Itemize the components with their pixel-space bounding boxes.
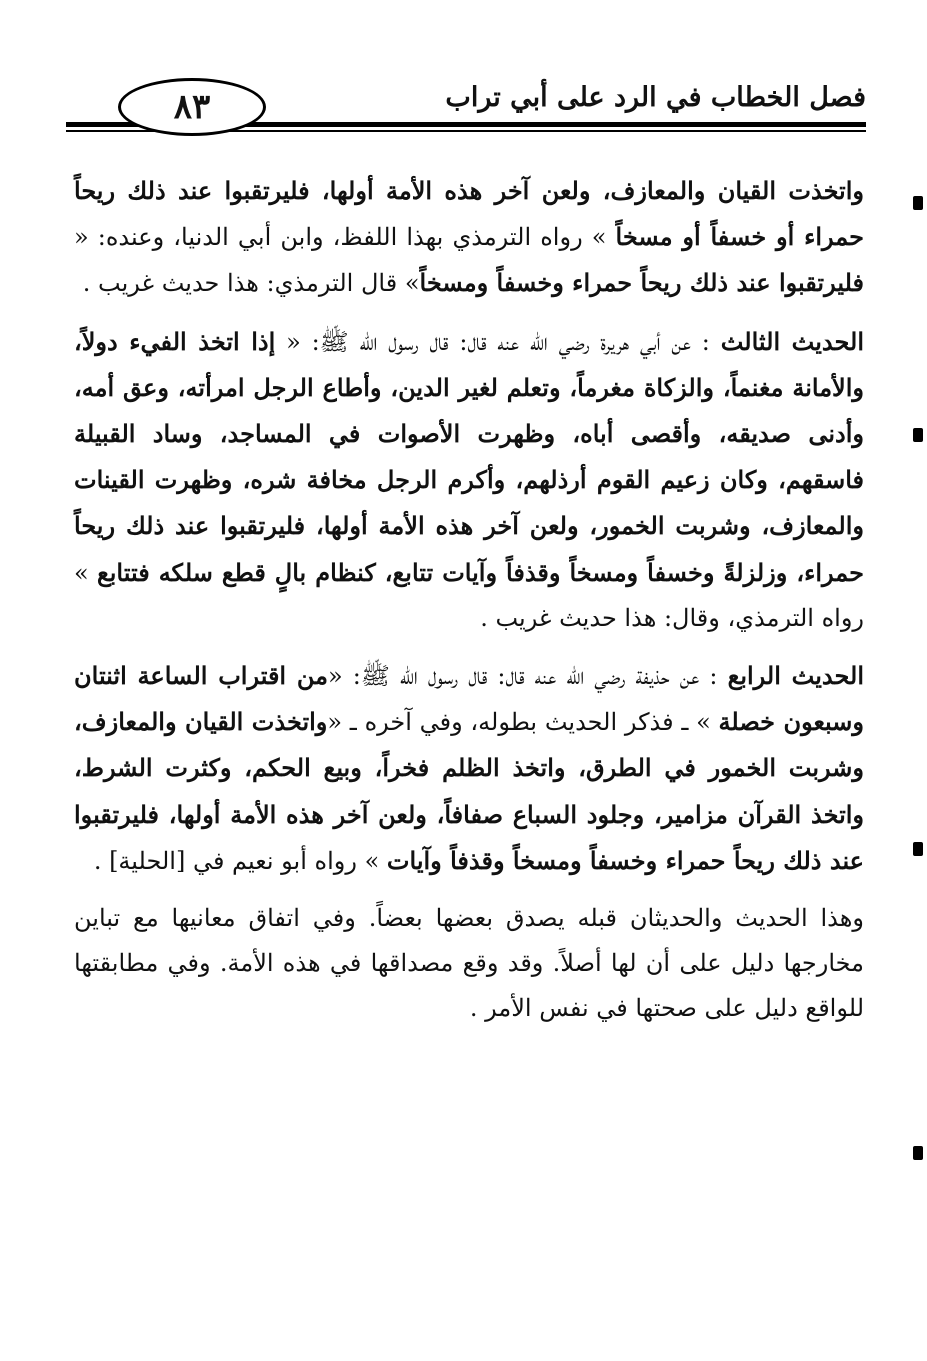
body-text [74, 168, 864, 1044]
paragraph [74, 319, 864, 641]
margin-marker [913, 428, 923, 442]
text-run: » ـ فذكر الحديث بطوله، وفي آخره ـ « [327, 708, 719, 737]
running-header-title: فصل الخطاب في الرد على أبي تراب [445, 82, 866, 113]
page-header [66, 78, 866, 127]
hadith-heading: الحديث الثالث [720, 326, 864, 356]
text-run: » رواه الترمذي، وقال: هذا حديث غريب . [74, 558, 864, 632]
margin-marker [913, 196, 923, 210]
page-number: ٨٣ [118, 78, 266, 136]
paragraph [74, 168, 864, 307]
text-run: من اقتراب الساعة اثنتان وسبعون خصلة [74, 661, 864, 737]
margin-marker [913, 842, 923, 856]
hadith-heading: الحديث الرابع [727, 661, 864, 691]
text-run: وهذا الحديث والحديثان قبله يصدق بعضها بعضاً. وفي اتفاق معانيها مع تباين مخارجها دليل على أن لها أصلاً. وقد وقع مصداقها في هذه الأمة. وفي مطابقتها للواقع دليل على صحتها في نفس الأمر . [74, 904, 864, 1023]
text-run: : عن أبي هريرة رضي الله عنه قال: قال رسول الله ﷺ: « [275, 327, 721, 356]
paragraph [74, 653, 864, 884]
margin-marker [913, 1146, 923, 1160]
text-run: فليرتقبوا عند ذلك ريحاً حمراء وخسفاً ومسخاً [419, 268, 864, 298]
text-run: واتخذت القيان والمعازف، ولعن آخر هذه الأمة أولها، فليرتقبوا عند ذلك ريحاً حمراء أو خسفاً أو مسخاً [74, 176, 864, 252]
paragraph [74, 896, 864, 1032]
text-run: : عن حذيفة رضي الله عنه قال: قال رسول الله ﷺ: « [328, 662, 728, 691]
text-run: » رواه الترمذي بهذا اللفظ، وابن أبي الدنيا، وعنده: « [74, 223, 616, 252]
text-run: واتخذت القيان والمعازف، وشربت الخمور في الطرق، واتخذ الظلم فخراً، وبيع الحكم، وكثرت الشرط، واتخذ القرآن مزامير، وجلود السباع صفافاً، ولعن آخر هذه الأمة أولها، فليرتقبوا عند ذلك ريحاً حمراء وخسفاً ومسخاً وقذفاً وآيات [74, 707, 865, 875]
text-run: » قال الترمذي: هذا حديث غريب . [82, 269, 420, 298]
text-run: إذا اتخذ الفيء دولاً، والأمانة مغنماً، والزكاة مغرماً، وتعلم لغير الدين، وأطاع الرجل امرأته، وعق أمه، وأدنى صديقه، وأقصى أباه، وظهرت الأصوات في المساجد، وساد القبيلة فاسقهم، وكان زعيم القوم أرذلهم، وأكرم الرجل مخافة شره، وظهرت القينات والمعازف، وشربت الخمور، ولعن آخر هذه الأمة أولها، فليرتقبوا عند ذلك ريحاً حمراء، وزلزلةً وخسفاً ومسخاً وقذفاً وآيات تتابع، كنظام بالٍ قطع سلكه فتتابع [74, 326, 865, 587]
text-run: » رواه أبو نعيم في [الحلية] . [93, 846, 387, 875]
